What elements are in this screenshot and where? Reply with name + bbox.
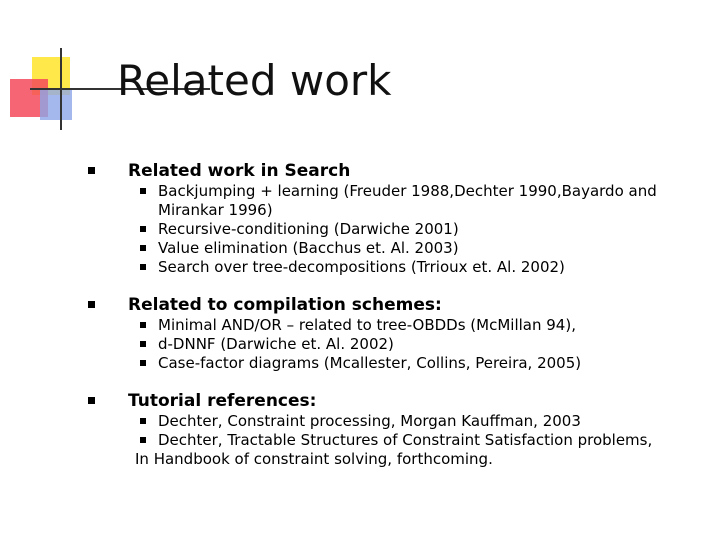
bullet-square-icon: [140, 264, 146, 270]
list-item-text: Case-factor diagrams (Mcallester, Collins, Pereira, 2005): [158, 354, 582, 372]
list-item-continuation: In Handbook of constraint solving, forthcoming.: [135, 450, 493, 468]
list-item: [88, 258, 708, 277]
section-heading: [88, 390, 708, 412]
bullet-square-icon: [140, 245, 146, 251]
list-item-text: Search over tree-decompositions (Trrioux et. Al. 2002): [158, 258, 565, 276]
list-item-text: Dechter, Tractable Structures of Constraint Satisfaction problems,: [158, 431, 653, 449]
list-item: [88, 431, 708, 450]
slide-title: Related work: [117, 56, 392, 105]
bullet-square-icon: [140, 322, 146, 328]
slide-content: [88, 160, 708, 469]
section-heading-text: Related work in Search: [128, 161, 351, 181]
list-item-text: d-DNNF (Darwiche et. Al. 2002): [158, 335, 394, 353]
list-item: [88, 335, 708, 354]
section-related-search: [88, 160, 708, 277]
list-item-text: Minimal AND/OR – related to tree-OBDDs (McMillan 94),: [158, 316, 576, 334]
list-item-text: Recursive-conditioning (Darwiche 2001): [158, 220, 459, 238]
list-item: [88, 182, 708, 220]
list-item: [88, 354, 708, 373]
bullet-square-icon: [140, 188, 146, 194]
bullet-square-icon: [140, 418, 146, 424]
section-heading-text: Related to compilation schemes:: [128, 295, 442, 315]
list-item: [88, 220, 708, 239]
section-heading: [88, 160, 708, 182]
section-compilation: [88, 294, 708, 373]
tutorial-list: [88, 412, 708, 469]
sub-list: [88, 182, 708, 277]
sub-list: [88, 316, 708, 373]
bullet-square-icon: [140, 226, 146, 232]
list-item: [88, 316, 708, 335]
bullet-square-icon: [140, 437, 146, 443]
decor-blue-square: [40, 88, 72, 120]
bullet-square-icon: [140, 341, 146, 347]
section-heading-text: Tutorial references:: [128, 391, 317, 411]
section-heading: [88, 294, 708, 316]
bullet-square-icon: [140, 360, 146, 366]
list-item-text: Backjumping + learning (Freuder 1988,Dechter 1990,Bayardo and Mirankar 1996): [158, 182, 657, 219]
bullet-square-icon: [88, 301, 95, 308]
bullet-square-icon: [88, 167, 95, 174]
bullet-square-icon: [88, 397, 95, 404]
list-item: [88, 412, 708, 431]
list-item: [88, 239, 708, 258]
list-item-text: Value elimination (Bacchus et. Al. 2003): [158, 239, 459, 257]
section-tutorial: [88, 390, 708, 469]
list-item-text: Dechter, Constraint processing, Morgan Kauffman, 2003: [158, 412, 581, 430]
